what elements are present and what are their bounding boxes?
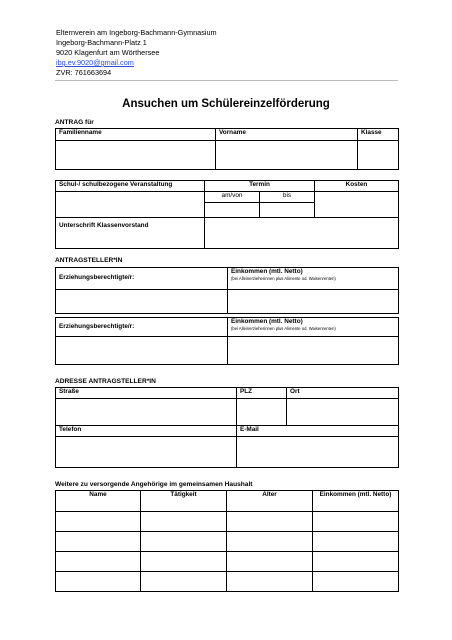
name-cell[interactable] (56, 532, 141, 552)
vorname-label: Vorname (216, 129, 358, 141)
col-name-header: Name (56, 491, 141, 512)
header-divider (55, 80, 398, 81)
alter-cell[interactable] (227, 512, 313, 532)
page-title: Ansuchen um Schülereinzelförderung (122, 98, 330, 110)
org-name: Elternverein am Ingeborg-Bachmann-Gymnasium (56, 28, 217, 37)
alter-cell[interactable] (227, 572, 313, 592)
email-label: E-Mail (237, 426, 399, 437)
einkommen-1-label (228, 268, 399, 290)
taetigkeit-cell[interactable] (141, 512, 227, 532)
col-taetigkeit-header: Tätigkeit (141, 491, 227, 512)
email-field[interactable] (237, 437, 399, 468)
unterschrift-label: Unterschrift Klassenvorstand (56, 218, 205, 249)
name-cell[interactable] (56, 572, 141, 592)
veranstaltung-label: Schul-/ schulbezogene Veranstaltung (56, 181, 205, 192)
veranstaltung-table (55, 180, 399, 249)
table-row (56, 512, 399, 532)
bis-label: bis (260, 192, 315, 203)
bis-field[interactable] (260, 203, 315, 218)
einkommen-2-field[interactable] (228, 337, 399, 365)
taetigkeit-cell[interactable] (141, 572, 227, 592)
strasse-field[interactable] (56, 399, 237, 426)
einkommen-cell[interactable] (313, 552, 399, 572)
taetigkeit-cell[interactable] (141, 532, 227, 552)
telefon-field[interactable] (56, 437, 237, 468)
veranstaltung-field[interactable] (56, 192, 205, 218)
section-antragsteller-heading: ANTRAGSTELLER*IN (55, 257, 123, 264)
einkommen-cell[interactable] (313, 572, 399, 592)
section-adresse-heading: ADRESSE ANTRAGSTELLER*IN (55, 378, 156, 385)
org-email-link[interactable]: ibg.ev.9020@gmail.com (56, 58, 134, 67)
erziehungsberechtigte-1-field[interactable] (56, 290, 228, 314)
einkommen-2-label (228, 318, 399, 337)
antrag-table (55, 128, 399, 170)
erziehungsberechtigte-1-label: Erziehungsberechtigte/r: (56, 268, 228, 290)
col-alter-header: Alter (227, 491, 313, 512)
angehoerige-table (55, 490, 399, 592)
ort-label: Ort (287, 388, 399, 399)
antragsteller-table-2 (55, 317, 399, 365)
einkommen-2-title: Einkommen (mtl. Netto) (231, 318, 303, 325)
einkommen-2-note: (bei Alleinerzieherinnen plus Alimente od. Waisenrenten) (231, 326, 336, 331)
ort-field[interactable] (287, 399, 399, 426)
termin-label: Termin (205, 181, 315, 192)
vorname-field[interactable] (216, 141, 358, 170)
erziehungsberechtigte-2-label: Erziehungsberechtigte/r: (56, 318, 228, 337)
name-cell[interactable] (56, 552, 141, 572)
einkommen-cell[interactable] (313, 532, 399, 552)
table-row (56, 572, 399, 592)
kosten-field[interactable] (315, 192, 399, 218)
alter-cell[interactable] (227, 552, 313, 572)
table-row (56, 532, 399, 552)
erziehungsberechtigte-2-field[interactable] (56, 337, 228, 365)
klasse-label: Klasse (358, 129, 399, 141)
antragsteller-table-1 (55, 267, 399, 314)
unterschrift-field[interactable] (205, 218, 399, 249)
telefon-label: Telefon (56, 426, 237, 437)
name-cell[interactable] (56, 512, 141, 532)
adresse-table (55, 387, 399, 468)
kosten-label: Kosten (315, 181, 399, 192)
section-angehoerige-heading: Weitere zu versorgende Angehörige im gemeinsamen Haushalt (55, 481, 253, 488)
section-antrag-heading: ANTRAG für (55, 119, 94, 126)
org-zvr: ZVR: 761663694 (56, 68, 112, 77)
plz-field[interactable] (237, 399, 287, 426)
alter-cell[interactable] (227, 532, 313, 552)
org-city: 9020 Klagenfurt am Wörthersee (56, 48, 160, 57)
klasse-field[interactable] (358, 141, 399, 170)
einkommen-1-title: Einkommen (mtl. Netto) (231, 268, 303, 275)
einkommen-1-field[interactable] (228, 290, 399, 314)
amvon-label: am/von (205, 192, 260, 203)
familienname-label: Familienname (56, 129, 216, 141)
col-einkommen-header: Einkommen (mtl. Netto) (313, 491, 399, 512)
einkommen-cell[interactable] (313, 512, 399, 532)
einkommen-1-note: (bei Alleinerzieherinnen plus Alimente od. Waisenrenten) (231, 276, 336, 281)
org-street: Ingeborg-Bachmann-Platz 1 (56, 38, 147, 47)
table-row (56, 552, 399, 572)
familienname-field[interactable] (56, 141, 216, 170)
plz-label: PLZ (237, 388, 287, 399)
taetigkeit-cell[interactable] (141, 552, 227, 572)
strasse-label: Straße (56, 388, 237, 399)
amvon-field[interactable] (205, 203, 260, 218)
